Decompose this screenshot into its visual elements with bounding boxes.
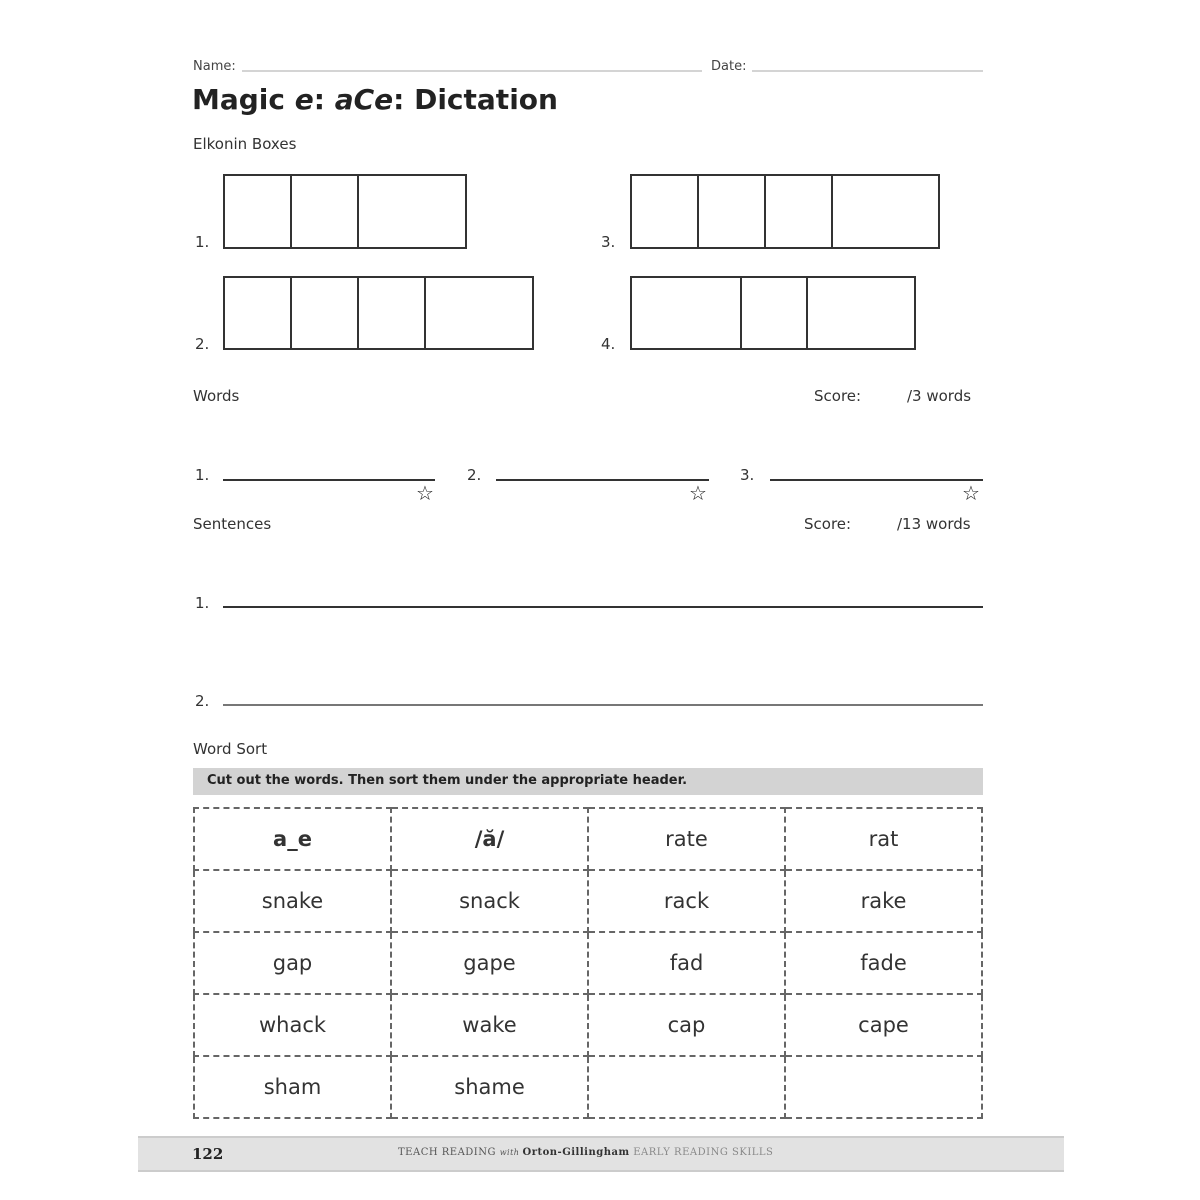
word-card: whack xyxy=(194,994,391,1056)
elkonin-num: 1. xyxy=(195,233,210,251)
star-icon: ☆ xyxy=(962,481,980,505)
word-line-1[interactable] xyxy=(223,479,435,481)
elkonin-num: 2. xyxy=(195,335,210,353)
table-row xyxy=(194,932,982,994)
header-cell: a_e xyxy=(194,808,391,870)
elkonin-box-2 xyxy=(223,276,534,350)
sentences-heading: Sentences xyxy=(193,515,272,533)
word-num: 3. xyxy=(740,466,755,484)
word-card: snack xyxy=(391,870,588,932)
words-score-label: Score: xyxy=(814,387,862,405)
sentence-line-1[interactable] xyxy=(223,606,983,608)
word-card: snake xyxy=(194,870,391,932)
footer-bar xyxy=(138,1136,1064,1172)
word-card: rate xyxy=(588,808,785,870)
word-card: rat xyxy=(785,808,982,870)
sentence-num: 2. xyxy=(195,692,210,710)
word-card: rake xyxy=(785,870,982,932)
word-sort-table xyxy=(193,807,983,1119)
word-card xyxy=(588,1056,785,1118)
name-label: Name: xyxy=(193,59,236,74)
book-title: TEACH READING with Orton-Gillingham EARLY READING SKILLS xyxy=(398,1147,774,1158)
words-score-value: /3 words xyxy=(907,387,972,405)
word-card: cap xyxy=(588,994,785,1056)
word-line-2[interactable] xyxy=(496,479,709,481)
elkonin-box-4 xyxy=(630,276,916,350)
instruction-bar xyxy=(193,768,983,795)
word-card: cape xyxy=(785,994,982,1056)
word-card: wake xyxy=(391,994,588,1056)
word-card: fad xyxy=(588,932,785,994)
word-card: rack xyxy=(588,870,785,932)
table-row xyxy=(194,994,982,1056)
elkonin-box-1 xyxy=(223,174,467,249)
elkonin-box-3 xyxy=(630,174,940,249)
word-card: gap xyxy=(194,932,391,994)
instruction-text: Cut out the words. Then sort them under the appropriate header. xyxy=(207,773,688,788)
word-num: 1. xyxy=(195,466,210,484)
sentences-score-label: Score: xyxy=(804,515,852,533)
word-card: shame xyxy=(391,1056,588,1118)
date-label: Date: xyxy=(711,59,747,74)
word-line-3[interactable] xyxy=(770,479,983,481)
page-number: 122 xyxy=(192,1145,224,1163)
sentence-num: 1. xyxy=(195,594,210,612)
word-card: gape xyxy=(391,932,588,994)
sentence-line-2[interactable] xyxy=(223,704,983,706)
word-card: sham xyxy=(194,1056,391,1118)
words-heading: Words xyxy=(193,387,240,405)
name-field[interactable] xyxy=(242,70,702,72)
word-sort-heading: Word Sort xyxy=(193,740,268,758)
header-cell: /ă/ xyxy=(391,808,588,870)
star-icon: ☆ xyxy=(416,481,434,505)
elkonin-num: 3. xyxy=(601,233,616,251)
table-row xyxy=(194,870,982,932)
table-row xyxy=(194,808,982,870)
elkonin-heading: Elkonin Boxes xyxy=(193,135,297,153)
word-card: fade xyxy=(785,932,982,994)
word-num: 2. xyxy=(467,466,482,484)
date-field[interactable] xyxy=(752,70,983,72)
table-row xyxy=(194,1056,982,1118)
elkonin-num: 4. xyxy=(601,335,616,353)
word-card xyxy=(785,1056,982,1118)
page-title: Magic e: aCe: Dictation xyxy=(192,83,558,116)
sentences-score-value: /13 words xyxy=(897,515,971,533)
star-icon: ☆ xyxy=(689,481,707,505)
